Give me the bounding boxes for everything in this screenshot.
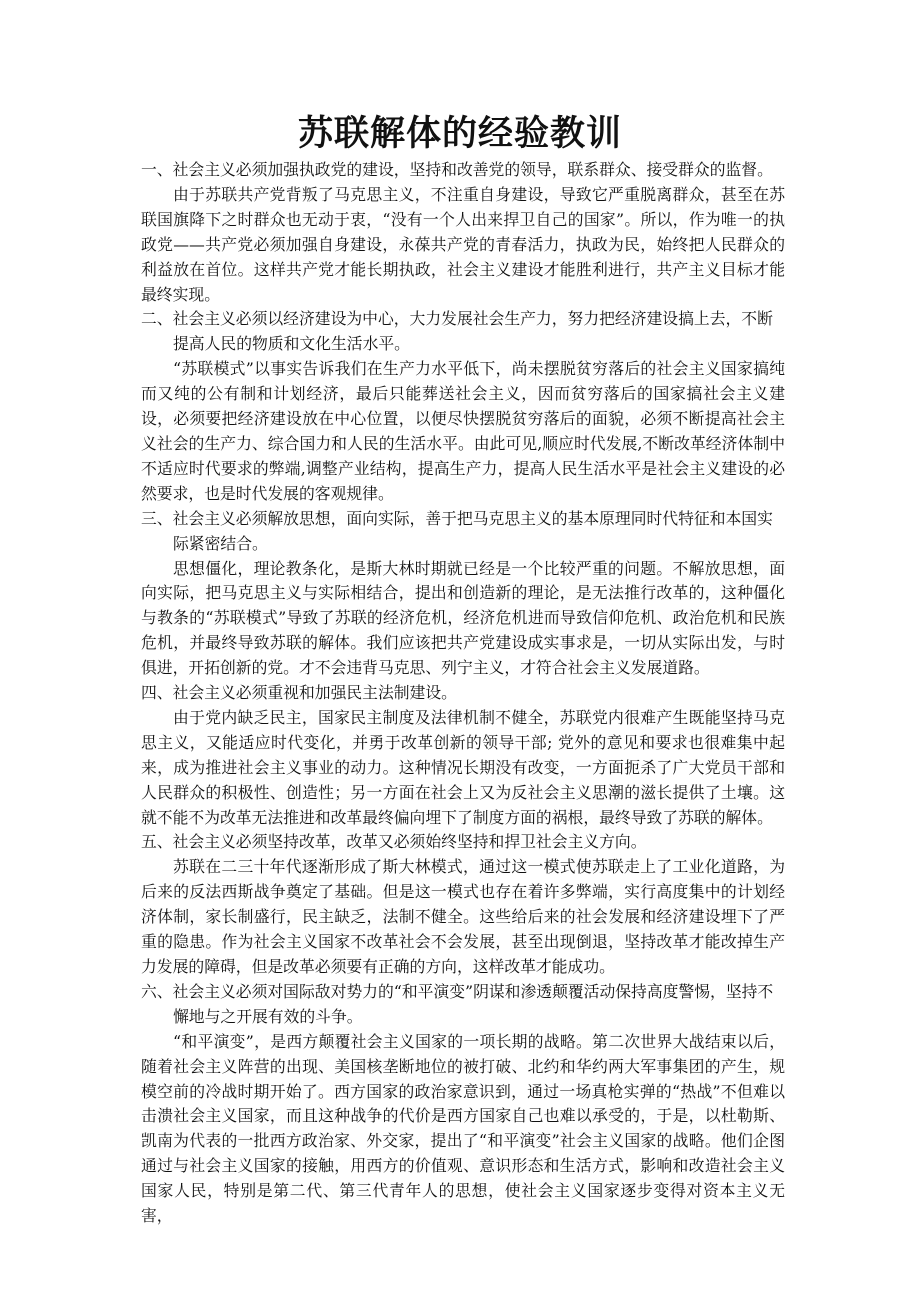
section-paragraph: “和平演变”，是西方颠覆社会主义国家的一项长期的战略。第二次世界大战结束以后，随着社会主义阵营的出现、美国核垄断地位的被打破、北约和华约两大军事集团的产生，规模空前的冷战时期开始了。西方国家的政治家意识到，通过一场真枪实弹的“热战”不但难以击溃社会主义国家，而且这种战争的代价是西方国家自己也难以承受的，于是，以杜勒斯、凯南为代表的一批西方政治家、外交家，提出了“和平演变”社会主义国家的战略。他们企图通过与社会主义国家的接触，用西方的价值观、意识形态和生活方式，影响和改造社会主义国家人民，特别是第二代、第三代青年人的思想，使社会主义国家逐步变得对资本主义无害， (141, 1031, 785, 1226)
section-paragraph: 苏联在二三十年代逐渐形成了斯大林模式，通过这一模式使苏联走上了工业化道路，为后来的反法西斯战争奠定了基础。但是这一模式也存在着许多弊端，实行高度集中的计划经济体制，家长制盛行，民主缺乏，法制不健全。这些给后来的社会发展和经济建设埋下了严重的隐患。作为社会主义国家不改革社会不会发展，甚至出现倒退，坚持改革才能改掉生产力发展的障碍，但是改革必须要有正确的方向，这样改革才能成功。 (141, 857, 785, 976)
document-title: 苏联解体的经验教训 (297, 114, 622, 154)
section-heading: 四、社会主义必须重视和加强民主法制建设。 (141, 683, 457, 703)
section-paragraph: 思想僵化，理论教条化，是斯大林时期就已经是一个比较严重的问题。不解放思想，面向实际，把马克思主义与实际相结合，提出和创造新的理论，是无法推行改革的，这种僵化与教条的“苏联模式”导致了苏联的经济危机，经济危机进而导致信仰危机、政治危机和民族危机，并最终导致苏联的解体。我们应该把共产党建设成实事求是，一切从实际出发，与时俱进，开拓创新的党。才不会违背马克思、列宁主义，才符合社会主义发展道路。 (141, 558, 785, 678)
section-heading: 五、社会主义必须坚持改革，改革又必须始终坚持和捍卫社会主义方向。 (141, 832, 647, 852)
section-heading: 一、社会主义必须加强执政党的建设，坚持和改善党的领导，联系群众、接受群众的监督。 (141, 160, 773, 179)
section-heading: 六、社会主义必须对国际敌对势力的“和平演变”阴谋和渗透颠覆活动保持高度警惕，坚持不懈地与之开展有效的斗争。 (141, 981, 774, 1026)
section-paragraph: 由于党内缺乏民主，国家民主制度及法律机制不健全，苏联党内很难产生既能坚持马克思主义，又能适应时代变化，并勇于改革创新的领导干部; 党外的意见和要求也很难集中起来，成为推进社会主义事业的动力。这种情况长期没有改变，一方面扼杀了广大党员干部和人民群众的积极性、创造性；另一方面在社会上又为反社会主义思潮的滋长提供了土壤。这就不能不为改革无法推进和改革最终偏向埋下了制度方面的祸根，最终导致了苏联的解体。 (141, 707, 785, 827)
document-body (141, 158, 785, 1229)
section-paragraph: 由于苏联共产党背叛了马克思主义，不注重自身建设，导致它严重脱离群众，甚至在苏联国旗降下之时群众也无动于衷，“没有一个人出来捍卫自己的国家”。所以，作为唯一的执政党——共产党必须加强自身建设，永葆共产党的青春活力，执政为民，始终把人民群众的利益放在首位。这样共产党才能长期执政，社会主义建设才能胜利进行，共产主义目标才能最终实现。 (141, 184, 785, 304)
section-heading: 三、社会主义必须解放思想，面向实际，善于把马克思主义的基本原理同时代特征和本国实际紧密结合。 (141, 508, 773, 553)
section-heading: 二、社会主义必须以经济建设为中心，大力发展社会生产力，努力把经济建设搞上去，不断提高人民的物质和文化生活水平。 (141, 309, 773, 354)
section-paragraph: “苏联模式”以事实告诉我们在生产力水平低下，尚未摆脱贫穷落后的社会主义国家搞纯而又纯的公有制和计划经济，最后只能葬送社会主义，因而贫穷落后的国家搞社会主义建设，必须要把经济建设放在中心位置，以便尽快摆脱贫穷落后的面貌，必须不断提高社会主义社会的生产力、综合国力和人民的生活水平。由此可见,顺应时代发展,不断改革经济体制中不适应时代要求的弊端,调整产业结构，提高生产力，提高人民生活水平是社会主义建设的必然要求，也是时代发展的客观规律。 (141, 359, 785, 503)
